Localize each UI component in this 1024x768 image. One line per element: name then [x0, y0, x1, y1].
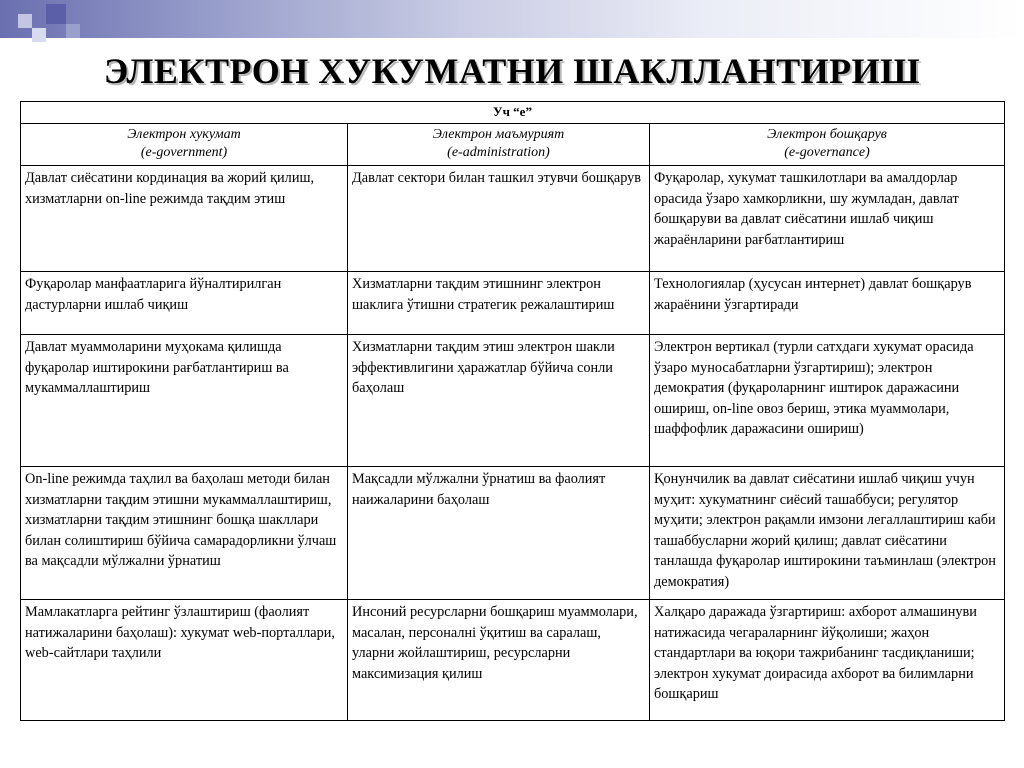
table-cell: On-line режимда таҳлил ва баҳолаш методи билан хизматларни тақдим этишни мукаммаллаштириш, хизматларни тақдим этишнинг бошқа шакллари билан солиштириш бўйича самарадорликни ўлчаш ва мақсадли мўлжални ўрнатиш	[21, 467, 348, 600]
top-gradient-band	[0, 0, 1024, 38]
table-cell: Инсоний ресурсларни бошқариш муаммолари, масалан, персоналнi ўқитиш ва саралаш, уларни жойлаштириш, ресурсларни максимизация қилиш	[348, 600, 650, 721]
table-cell: Хизматларни тақдим этиш электрон шакли эффективлигини ҳаражатлар бўйича сонли баҳолаш	[348, 335, 650, 467]
column-title: Электрон бошқарув	[767, 127, 887, 142]
table-row	[21, 600, 1005, 721]
table-caption-row	[21, 102, 1005, 124]
corner-square-pale	[32, 28, 46, 42]
column-header-e-administration	[348, 124, 650, 166]
table-row	[21, 272, 1005, 335]
table-cell: Фуқаролар, хукумат ташкилотлари ва амалдорлар орасида ўзаро хамкорликни, шу жумладан, давлат бошқаруви ва давлат сиёсатини ишлаб чиқиш жараёнларини рағбатлантириш	[650, 166, 1005, 272]
table-cell: Қонунчилик ва давлат сиёсатини ишлаб чиқиш учун муҳит: хукуматнинг сиёсий ташаббуси; регулятор муҳити; электрон рақамли имзони легаллаштириш каби ташаббусларни жорий қилиш; давлат сиёсатини танлашда фуқаролар иштирокини таъминлаш (электрон демократия)	[650, 467, 1005, 600]
slide-title: ЭЛЕКТРОН ХУКУМАТНИ ШАКЛЛАНТИРИШ	[103, 51, 921, 91]
table-cell: Давлат сиёсатини кординация ва жорий қилиш, хизматларни on-line режимда тақдим этиш	[21, 166, 348, 272]
table-row	[21, 166, 1005, 272]
corner-square-mid	[66, 24, 80, 38]
table-cell: Давлат сектори билан ташкил этувчи бошқарув	[348, 166, 650, 272]
column-subtitle: (e-administration)	[447, 145, 550, 160]
table-cell: Фуқаролар манфаатларига йўналтирилган дастурларни ишлаб чиқиш	[21, 272, 348, 335]
table-cell: Хизматларни тақдим этишнинг электрон шаклига ўтишни стратегик режалаштириш	[348, 272, 650, 335]
table-cell: Давлат муаммоларини муҳокама қилишда фуқаролар иштирокини рағбатлантириш ва мукаммаллаштириш	[21, 335, 348, 467]
column-header-e-governance	[650, 124, 1005, 166]
table-cell: Электрон вертикал (турли сатхдаги хукумат орасида ўзаро муносабатларни ўзгартириш); электрон демократия (фуқароларнинг иштирок даражасини ошириш, on-line овоз бериш, этика муаммолари, шаффофлик даражасини ошириш)	[650, 335, 1005, 467]
column-subtitle: (e-government)	[140, 145, 228, 160]
column-header-e-government	[21, 124, 348, 166]
table-caption: Уч “е”	[21, 102, 1005, 124]
column-subtitle: (e-governance)	[784, 145, 870, 160]
table-header-row	[21, 124, 1005, 166]
table-cell: Мамлакатларга рейтинг ўзлаштириш (фаолият натижаларини баҳолаш): хукумат web-порталлари, web-сайтлари таҳлили	[21, 600, 348, 721]
corner-square-light	[18, 14, 32, 28]
table-cell: Мақсадли мўлжални ўрнатиш ва фаолият наижаларини баҳолаш	[348, 467, 650, 600]
table-row	[21, 335, 1005, 467]
column-title: Электрон маъмурият	[432, 127, 565, 142]
table-row	[21, 467, 1005, 600]
table-cell: Халқаро даражада ўзгартириш: ахборот алмашинуви натижасида чегараларнинг йўқолиши; жаҳон стандартлари ва юқори тажрибанинг тасдиқланиши; электрон хукумат доирасида ахборот ва билимларни бошқариш	[650, 600, 1005, 721]
corner-square-dark	[46, 4, 66, 24]
column-title: Электрон хукумат	[127, 127, 241, 142]
comparison-table	[20, 101, 1005, 721]
table-cell: Технологиялар (ҳусусан интернет) давлат бошқарув жараёнини ўзгартиради	[650, 272, 1005, 335]
